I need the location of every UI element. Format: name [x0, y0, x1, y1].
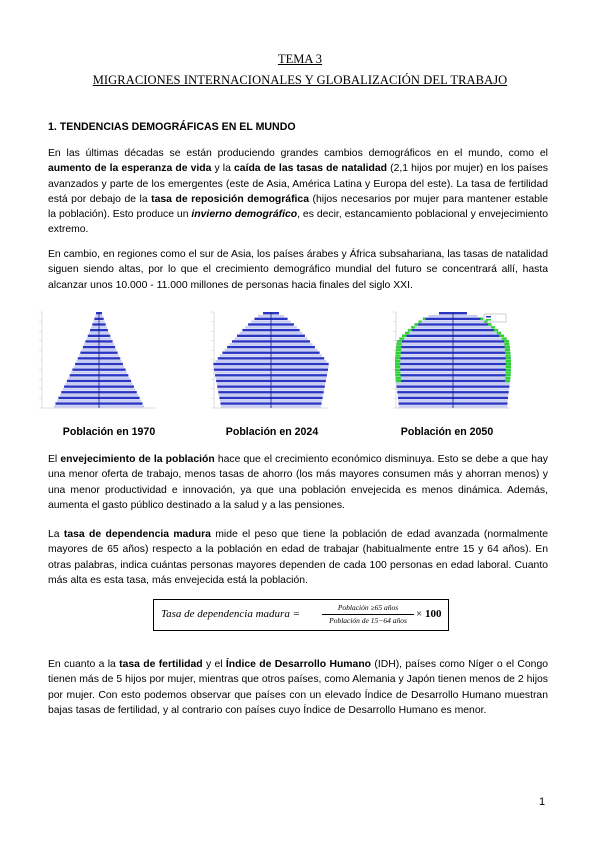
- formula-numerator: Población ≥65 años: [337, 603, 399, 612]
- formula-lhs: Tasa de dependencia madura =: [161, 608, 301, 620]
- paragraph-dependency-ratio: La tasa de dependencia madura mide el peso que tiene la población de edad avanzada (normalmente mayores de 65 años) respecto a la población en edad de trabajar (habitualmente entre 15 y 64 años). En otras palabras, indica cuántas personas mayores dependen de cada 100 personas en edad laboral. Cuanto más alta es esta tasa, más envejecida está la población.: [48, 529, 549, 586]
- dependency-ratio-formula: [153, 599, 449, 631]
- section-heading: 1. TENDENCIAS DEMOGRÁFICAS EN EL MUNDO: [48, 121, 296, 133]
- page-number: 1: [539, 796, 546, 808]
- topic-label: TEMA 3: [277, 52, 323, 66]
- fraction-bar: [322, 614, 414, 615]
- document-title: MIGRACIONES INTERNACIONALES Y GLOBALIZACIÓN DEL TRABAJO: [92, 73, 508, 87]
- paragraph-growth-regions: En cambio, en regiones como el sur de Asia, los países árabes y África subsahariana, las tasas de natalidad siguen siendo altas, por lo que el crecimiento demográfico mundial del futuro se concentrará allí, hasta alcanzar unos 10.000 - 11.000 millones de personas hacia finales del siglo XXI.: [48, 249, 548, 291]
- caption-2024: Población en 2024: [225, 426, 319, 438]
- paragraph-aging: El envejecimiento de la población hace que el crecimiento económico disminuya. Esto se debe a que hay una menor oferta de trabajo, menos tasas de ahorro (los más mayores consumen más y ahorran menos) y una menor productividad e innovación, ya que una población envejecida es menos dinámica. Además, aumenta el gasto público destinado a la salud y a las pensiones.: [48, 454, 548, 511]
- population-pyramid-2024: [206, 308, 336, 413]
- formula-denominator: Población de 15−64 años: [329, 616, 407, 625]
- paragraph-fertility-hdi: En cuanto a la tasa de fertilidad y el Índice de Desarrollo Humano (IDH), países como Níger o el Congo tienen más de 5 hijos por mujer, mientras que otros países, como Alemania y Japón tienen menos de 2 hijos por mujer. Con esto podemos observar que países con un elevado Índice de Desarrollo Humano muestran bajas tasas de fertilidad, y al contrario con países cuyo Índice de Desarrollo Humano es menor.: [48, 659, 548, 716]
- paragraph-intro: En las últimas décadas se están produciendo grandes cambios demográficos en el mundo, como el aumento de la esperanza de vida y la caída de las tasas de natalidad (2,1 hijos por mujer) en los países avanzados y parte de los emergentes (este de Asia, América Latina y Europa del este). La tasa de fertilidad está por debajo de la tasa de reposición demográfica (hijos necesarios por mujer para mantener estable la población). Esto produce un invierno demográfico, es decir, estancamiento poblacional y envejecimiento extremo.: [48, 148, 548, 236]
- formula-fraction: [320, 603, 416, 626]
- population-pyramid-2050: [388, 308, 518, 413]
- population-pyramid-1970: [34, 308, 164, 413]
- caption-1970: Población en 1970: [62, 426, 156, 438]
- formula-multiplier: × 100: [416, 608, 442, 620]
- caption-2050: Población en 2050: [400, 426, 494, 438]
